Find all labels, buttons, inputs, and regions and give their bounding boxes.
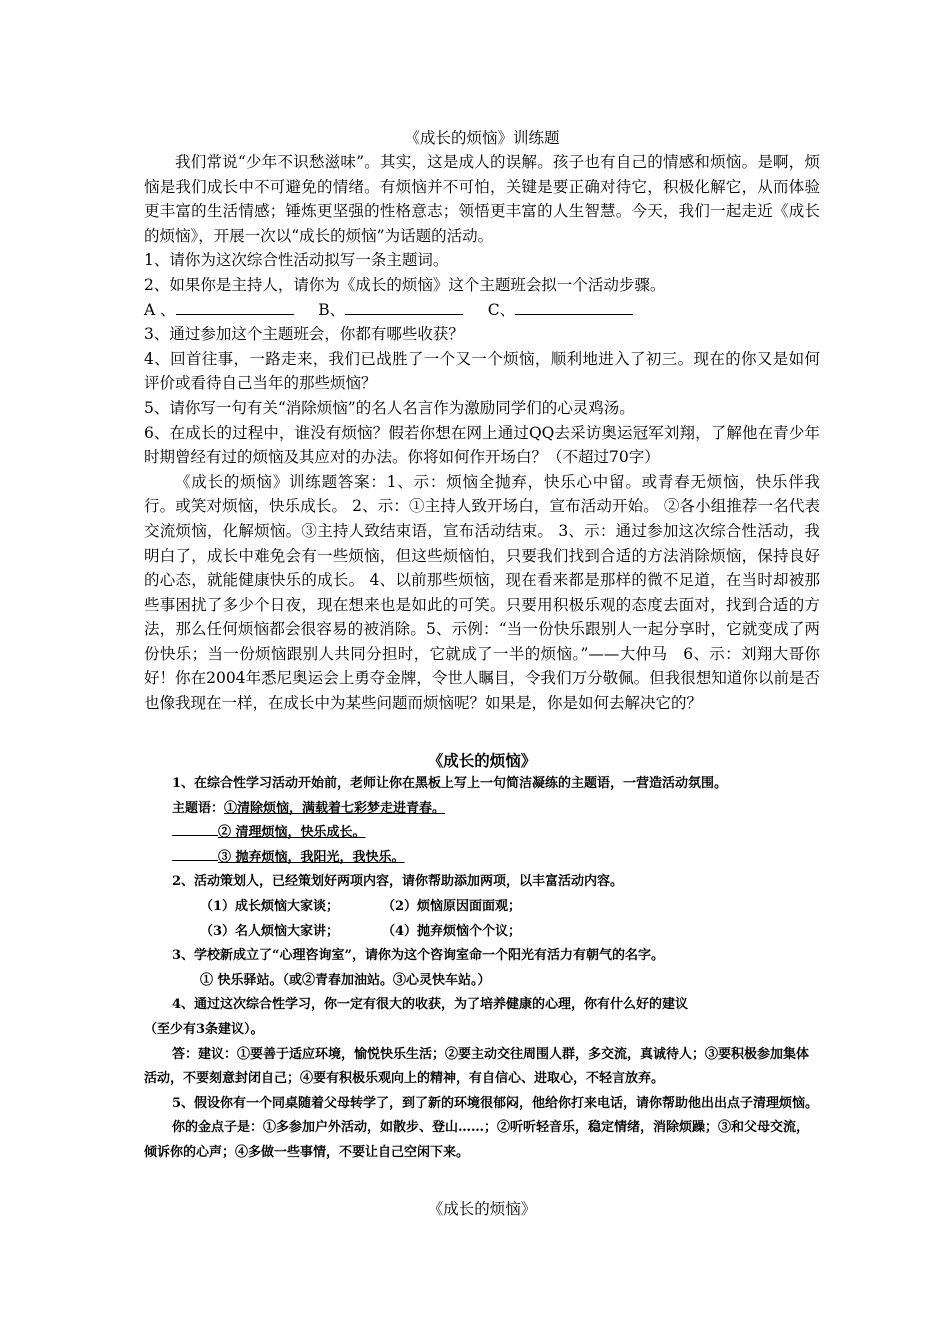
activity-row-2 <box>144 920 820 945</box>
section2-body <box>144 772 820 1166</box>
section1-title: 《成长的烦恼》训练题 <box>404 129 560 147</box>
theme-line-3 <box>144 846 820 871</box>
activity-row-1 <box>144 895 820 920</box>
section1-body <box>144 150 820 716</box>
blank-b-label: B、 <box>318 300 346 319</box>
section3-title: 《成长的烦恼》 <box>427 1200 537 1218</box>
answer-key: 《成长的烦恼》训练题答案：1、示：烦恼全抛弃，快乐心中留。或青春无烦恼，快乐伴我行。或笑对烦恼，快乐成长。 2、示：①主持人致开场白，宣布活动开始。 ②各小组推荐一名代表交流烦恼，化解烦恼。③主持人致结束语，宣布活动结束。 3、示：通过参加这次综合性活动，我明白了，成长中难免会有一些烦恼，但这些烦恼怕，只要我们找到合适的方法消除烦恼，保持良好的心态，就能健康快乐的成长。 4、以前那些烦恼，现在看来都是那样的微不足道，在当时却被那些事困扰了多少个日夜，现在想来也是如此的可笑。只要用积极乐观的态度去面对，找到合适的方法，那么任何烦恼都会很容易的被消除。5、示例：“当一份快乐跟别人一起分享时，它就变成了两份快乐；当一份烦恼跟别人共同分担时，它就成了一半的烦恼。”——大仲马 6、示：刘翔大哥你好！你在2004年悉尼奥运会上勇夺金牌，令世人瞩目，令我们万分敬佩。但我很想知道你以前是否也像我现在一样，在成长中为某些问题而烦恼呢？如果是，你是如何去解决它的？ <box>144 472 821 713</box>
theme-3: ③ 抛弃烦恼，我阳光，我快乐。 <box>218 849 405 865</box>
blank-c-label: C、 <box>487 300 516 319</box>
question-2: 2、如果你是主持人，请你为《成长的烦恼》这个主题班会拟一个活动步骤。 <box>144 275 666 294</box>
theme-1: ①清除烦恼，满载着七彩梦走进青春。 <box>224 800 446 816</box>
question-6: 6、在成长的过程中，谁没有烦恼？假若你想在网上通过QQ去采访奥运冠军刘翔，了解他在青少年时期曾经有过的烦恼及其应对的办法。你将如何作开场白？（不超过70字） <box>144 423 820 467</box>
question-5: 5、请你写一句有关“消除烦恼”的名人名言作为激励同学们的心灵鸡汤。 <box>144 398 635 417</box>
s2-question-5: 5、假设你有一个同桌随着父母转学了，到了新的环境很郁闷，他给你打来电话，请你帮助他出出点子清理烦恼。 <box>172 1095 819 1111</box>
s2-answer-3: ① 快乐驿站。（或②青春加油站。③心灵快车站。） <box>200 972 491 988</box>
activity-3: （3）名人烦恼大家讲； <box>200 923 340 939</box>
blank-c-line <box>515 300 633 315</box>
blank-a-label: A 、 <box>144 300 176 319</box>
blank-b-line <box>345 300 463 315</box>
activity-2: （2）烦恼原因面面观； <box>382 898 522 914</box>
section2-title: 《成长的烦恼》 <box>427 751 537 770</box>
s2-answer-4: 答：建议：①要善于适应环境，愉悦快乐生活；②要主动交往周围人群，多交流，真诚待人；③要积极参加集体活动，不要刻意封闭自己；④要有积极乐观向上的精神，有自信心、进取心，不轻言放弃。 <box>144 1046 810 1087</box>
section1-intro: 我们常说“少年不识愁滋味”。其实，这是成人的误解。孩子也有自己的情感和烦恼。是啊，烦恼是我们成长中不可避免的情绪。有烦恼并不可怕，关键是要正确对待它，积极化解它，从而体验更丰富的生活情感；锤炼更坚强的性格意志；领悟更丰富的人生智慧。今天，我们一起走近《成长的烦恼》，开展一次以“成长的烦恼”为话题的活动。 <box>144 153 820 245</box>
question-4: 4、回首往事，一路走来，我们已战胜了一个又一个烦恼，顺利地进入了初三。现在的你又是如何评价或看待自己当年的那些烦恼？ <box>144 349 820 393</box>
activity-4: （4）抛弃烦恼个个议； <box>382 923 522 939</box>
s2-question-1: 1、在综合性学习活动开始前，老师让你在黑板上写上一句简洁凝练的主题语，一营造活动氛围。 <box>172 776 728 791</box>
blank-a-line <box>176 300 294 315</box>
s2-question-4-line1: 4、通过这次综合性学习，你一定有很大的收获，为了培养健康的心理，你有什么好的建议 <box>172 997 689 1013</box>
s2-question-3: 3、学校新成立了“心理咨询室”，请你为这个咨询室命一个阳光有活力有朝气的名字。 <box>172 948 665 964</box>
s2-question-2: 2、活动策划人，已经策划好两项内容，请你帮助添加两项，以丰富活动内容。 <box>172 874 624 890</box>
question-1: 1、请你为这次综合性活动拟写一条主题词。 <box>144 251 449 270</box>
theme-blank-3 <box>172 846 218 861</box>
question-2-blanks <box>144 298 820 323</box>
theme-blank-2 <box>172 821 218 836</box>
theme-2: ② 清理烦恼，快乐成长。 <box>218 825 366 841</box>
activity-1: （1）成长烦恼大家谈； <box>200 898 340 914</box>
theme-line-1 <box>144 797 820 822</box>
theme-label: 主题语： <box>172 800 225 816</box>
s2-question-4-line2: （至少有3条建议）。 <box>144 1021 264 1037</box>
s2-answer-5: 你的金点子是：①多参加户外活动，如散步、登山……；②听听轻音乐，稳定情绪，消除烦躁；③和父母交流，倾诉你的心声；④多做一些事情，不要让自己空闲下来。 <box>144 1120 810 1160</box>
question-3: 3、通过参加这个主题班会，你都有哪些收获？ <box>144 325 464 344</box>
theme-line-2 <box>144 821 820 846</box>
